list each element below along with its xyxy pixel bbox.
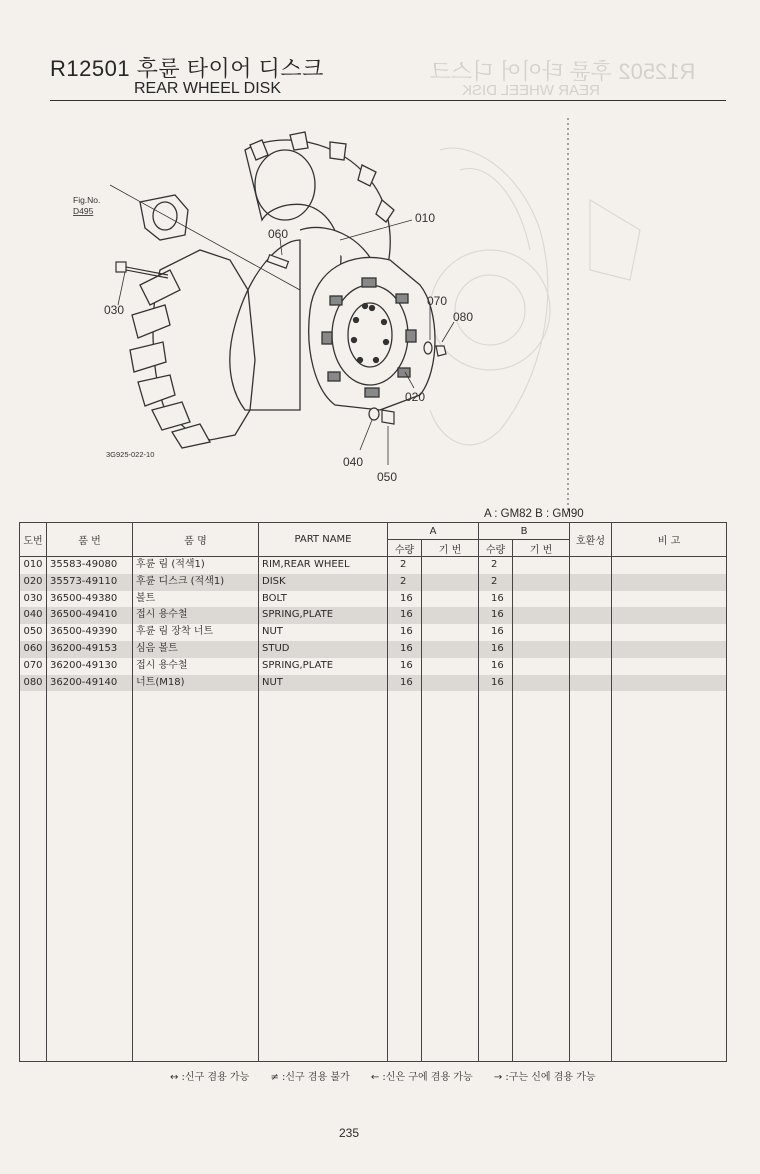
table-row <box>20 641 727 658</box>
table-row <box>20 607 727 624</box>
washer-070 <box>424 342 432 354</box>
callout-030: 030 <box>104 303 125 317</box>
row-code-b <box>513 624 570 641</box>
row-no: 010 <box>20 557 47 574</box>
row-code-a <box>422 624 479 641</box>
header-compat: 호환성 <box>570 523 612 557</box>
row-qty-b: 16 <box>479 658 513 675</box>
table-row <box>20 591 727 608</box>
legend-new-to-old: ← :신은 구에 겸용 가능 <box>370 1072 473 1083</box>
header-qty-a: 수량 <box>388 540 422 557</box>
callout-010: 010 <box>415 211 436 225</box>
header-group-b: B <box>479 523 570 540</box>
bleed-through-drawing <box>430 148 640 445</box>
header-remarks: 비 고 <box>612 523 727 557</box>
table-row <box>20 557 727 574</box>
row-remarks <box>612 557 727 574</box>
header-no: 도번 <box>20 523 47 557</box>
row-name-kr: 후륜 림 장착 너트 <box>133 624 259 641</box>
bleed-through-subtitle: REAR WHEEL DISK <box>462 82 600 99</box>
row-part-no: 35583-49080 <box>47 557 133 574</box>
row-code-b <box>513 574 570 591</box>
row-name-kr: 접시 용수철 <box>133 607 259 624</box>
compatibility-legend <box>170 1068 614 1083</box>
row-remarks <box>612 591 727 608</box>
row-qty-b: 16 <box>479 624 513 641</box>
row-remarks <box>612 574 727 591</box>
row-code-a <box>422 591 479 608</box>
row-part-no: 36200-49153 <box>47 641 133 658</box>
row-compat <box>570 658 612 675</box>
row-qty-b: 16 <box>479 607 513 624</box>
callout-050: 050 <box>377 470 398 484</box>
row-qty-a: 16 <box>388 624 422 641</box>
row-part-no: 36200-49130 <box>47 658 133 675</box>
row-compat <box>570 641 612 658</box>
row-code-b <box>513 658 570 675</box>
model-legend: A : GM82 B : GM90 <box>484 508 584 520</box>
row-name-en: NUT <box>259 675 388 692</box>
row-code-b <box>513 675 570 692</box>
row-name-kr: 볼트 <box>133 591 259 608</box>
row-no: 060 <box>20 641 47 658</box>
row-no: 020 <box>20 574 47 591</box>
row-no: 050 <box>20 624 47 641</box>
callout-040: 040 <box>343 455 364 469</box>
row-code-b <box>513 557 570 574</box>
row-remarks <box>612 658 727 675</box>
row-code-b <box>513 607 570 624</box>
row-code-b <box>513 641 570 658</box>
row-name-kr: 심음 볼트 <box>133 641 259 658</box>
row-qty-a: 16 <box>388 641 422 658</box>
row-code-a <box>422 557 479 574</box>
row-part-no: 35573-49110 <box>47 574 133 591</box>
washer-040 <box>369 408 379 420</box>
row-remarks <box>612 641 727 658</box>
bleed-through-title: R12502 후륜 타이어 디스크 <box>430 59 696 84</box>
row-qty-a: 2 <box>388 574 422 591</box>
drawing-code: 3G925-022-10 <box>106 450 155 459</box>
row-code-a <box>422 574 479 591</box>
table-row <box>20 675 727 692</box>
row-name-kr: 후륜 디스크 (적색1) <box>133 574 259 591</box>
header-code-b: 기 번 <box>513 540 570 557</box>
legend-not-compatible: ≠ :신구 겸용 불가 <box>270 1072 350 1083</box>
header-group-a: A <box>388 523 479 540</box>
row-name-en: SPRING,PLATE <box>259 658 388 675</box>
legend-both-ways: ↔ :신구 겸용 가능 <box>170 1072 250 1083</box>
table-row <box>20 574 727 591</box>
row-name-kr: 접시 용수철 <box>133 658 259 675</box>
row-code-a <box>422 641 479 658</box>
row-qty-a: 2 <box>388 557 422 574</box>
callout-070: 070 <box>427 294 448 308</box>
row-part-no: 36500-49380 <box>47 591 133 608</box>
row-part-no: 36500-49390 <box>47 624 133 641</box>
row-compat <box>570 591 612 608</box>
row-qty-a: 16 <box>388 658 422 675</box>
table-row <box>20 658 727 675</box>
page-number: 235 <box>339 1126 360 1140</box>
row-compat <box>570 557 612 574</box>
header-qty-b: 수량 <box>479 540 513 557</box>
page-title: R12501 후륜 타이어 디스크 <box>50 56 324 81</box>
row-name-en: STUD <box>259 641 388 658</box>
header-part-name-en: PART NAME <box>259 523 388 557</box>
row-remarks <box>612 607 727 624</box>
row-name-en: RIM,REAR WHEEL <box>259 557 388 574</box>
row-part-no: 36500-49410 <box>47 607 133 624</box>
row-no: 030 <box>20 591 47 608</box>
row-name-en: SPRING,PLATE <box>259 607 388 624</box>
row-code-a <box>422 658 479 675</box>
title-divider <box>50 100 726 101</box>
row-no: 040 <box>20 607 47 624</box>
table-empty-space <box>20 691 727 1062</box>
fig-ref-line1: Fig.No. <box>73 195 101 205</box>
row-qty-b: 16 <box>479 591 513 608</box>
stud-060 <box>267 255 288 268</box>
callout-020: 020 <box>405 390 426 404</box>
row-remarks <box>612 624 727 641</box>
row-no: 070 <box>20 658 47 675</box>
header-part-no: 품 번 <box>47 523 133 557</box>
row-compat <box>570 607 612 624</box>
row-no: 080 <box>20 675 47 692</box>
row-compat <box>570 675 612 692</box>
exploded-parts-diagram <box>0 110 760 520</box>
row-qty-b: 16 <box>479 641 513 658</box>
table-row <box>20 624 727 641</box>
page-subtitle: REAR WHEEL DISK <box>134 80 281 97</box>
row-name-en: NUT <box>259 624 388 641</box>
row-qty-b: 16 <box>479 675 513 692</box>
fig-ref-line2: D495 <box>73 206 94 216</box>
legend-old-to-new: → :구는 신에 겸용 가능 <box>493 1072 596 1083</box>
row-qty-a: 16 <box>388 607 422 624</box>
wheel-disk <box>309 257 435 410</box>
callout-080: 080 <box>453 310 474 324</box>
parts-table <box>19 522 727 1062</box>
row-code-a <box>422 607 479 624</box>
nut-050 <box>382 410 394 424</box>
nut-080 <box>436 346 446 356</box>
row-remarks <box>612 675 727 692</box>
row-compat <box>570 574 612 591</box>
header-part-name-kr: 품 명 <box>133 523 259 557</box>
callout-060: 060 <box>268 227 289 241</box>
row-qty-a: 16 <box>388 675 422 692</box>
row-name-en: BOLT <box>259 591 388 608</box>
row-compat <box>570 624 612 641</box>
row-code-b <box>513 591 570 608</box>
row-name-kr: 후륜 림 (적색1) <box>133 557 259 574</box>
row-name-kr: 너트(M18) <box>133 675 259 692</box>
row-qty-a: 16 <box>388 591 422 608</box>
row-qty-b: 2 <box>479 574 513 591</box>
row-part-no: 36200-49140 <box>47 675 133 692</box>
row-qty-b: 2 <box>479 557 513 574</box>
rear-tire <box>130 250 255 448</box>
header-code-a: 기 번 <box>422 540 479 557</box>
row-name-en: DISK <box>259 574 388 591</box>
row-code-a <box>422 675 479 692</box>
